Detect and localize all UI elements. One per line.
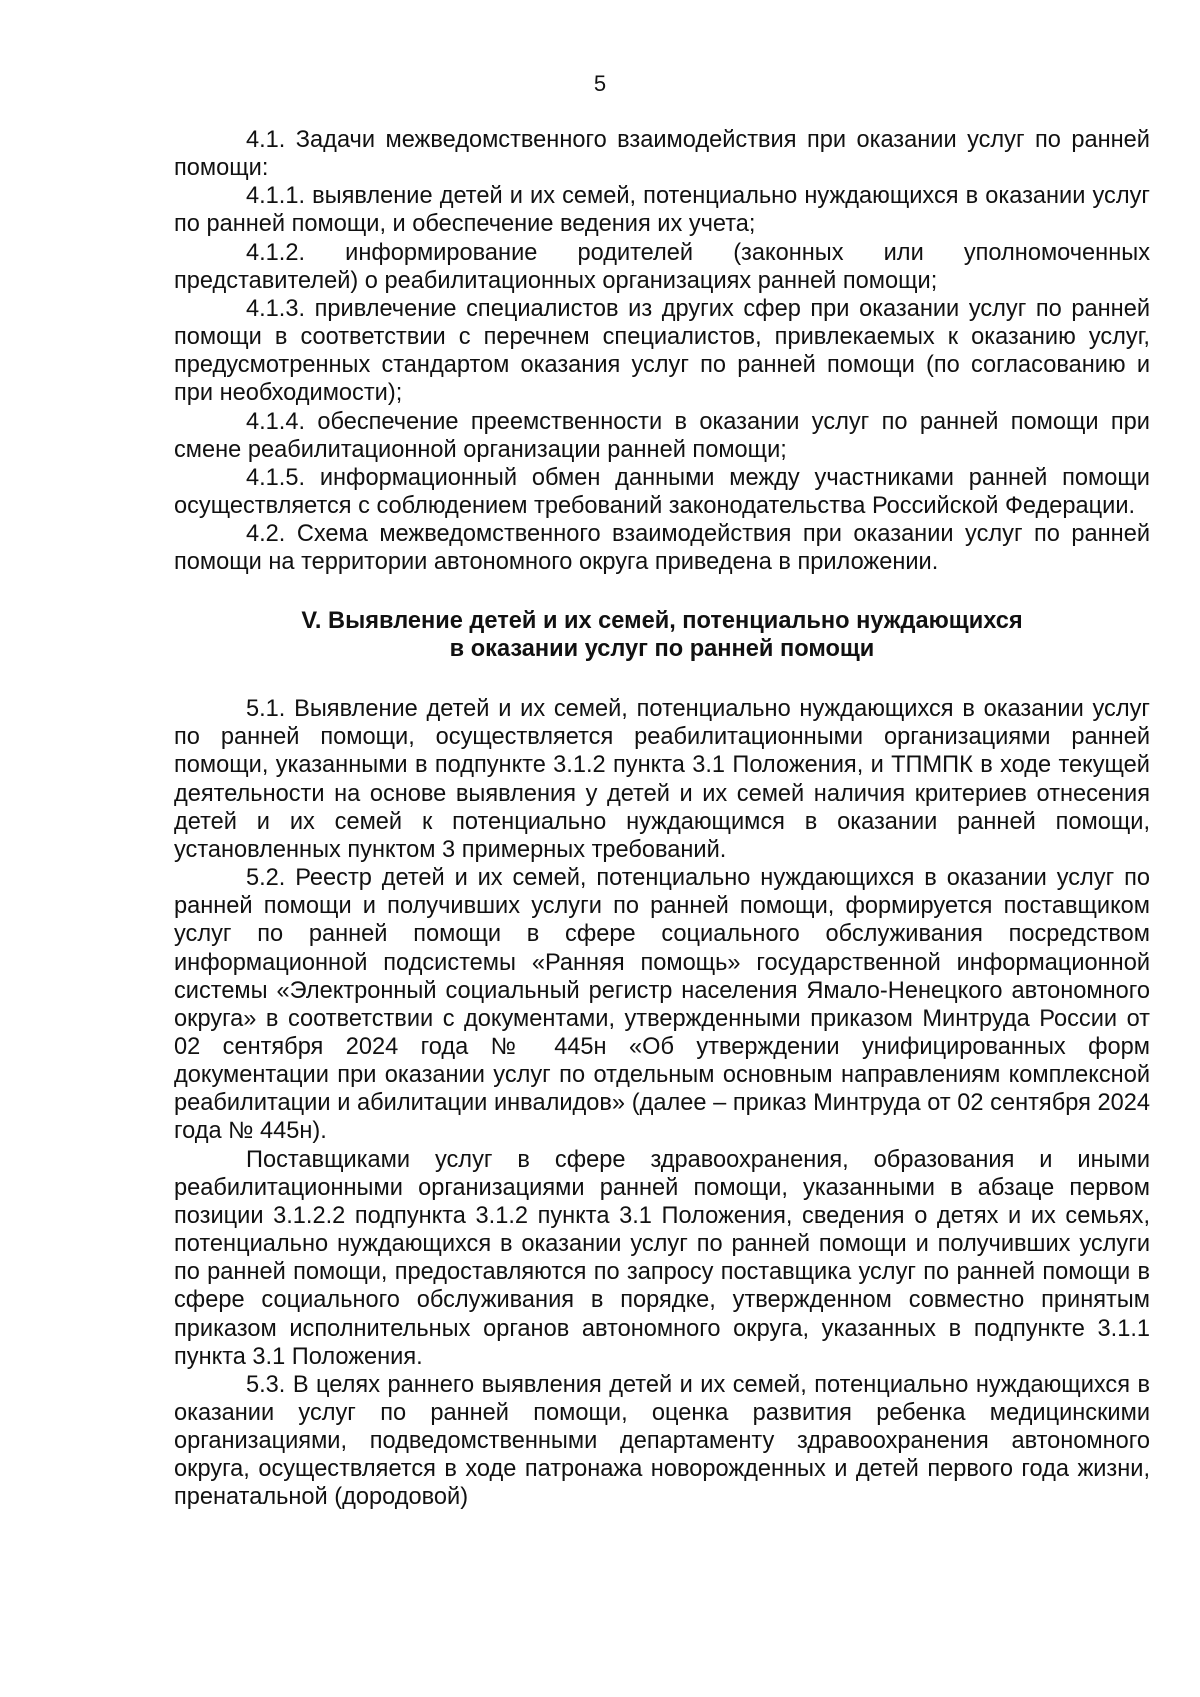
paragraph-5-3: 5.3. В целях раннего выявления детей и их семей, потенциально нуждающихся в оказании услуг по ранней помощи, оценка развития ребенка медицинскими организациями, подведомственными департаменту здравоохранения автономного округа, осуществляется в ходе патронажа новорожденных и детей первого года жизни, пренатальной (дородовой)	[174, 1371, 1150, 1511]
section-5-heading-line-1: V. Выявление детей и их семей, потенциально нуждающихся	[301, 607, 1023, 634]
paragraph-4-1: 4.1. Задачи межведомственного взаимодействия при оказании услуг по ранней помощи:	[174, 127, 1150, 182]
page-number: 5	[593, 71, 607, 96]
spacer	[174, 577, 1150, 607]
paragraph-5-2-suppliers: Поставщиками услуг в сфере здравоохранения, образования и иными реабилитационными организациями ранней помощи, указанными в абзаце первом позиции 3.1.2.2 подпункта 3.1.2 пункта 3.1 Положения, сведения о детях и их семьях, потенциально нуждающихся в оказании услуг по ранней помощи и получивших услуги по ранней помощи, предоставляются по запросу поставщика услуг по ранней помощи в сфере социального обслуживания в порядке, утвержденном совместно принятым приказом исполнительных органов автономного округа, указанных в подпункте 3.1.1 пункта 3.1 Положения.	[174, 1146, 1150, 1370]
paragraph-4-1-5: 4.1.5. информационный обмен данными между участниками ранней помощи осуществляется с соблюдением требований законодательства Российской Федерации.	[174, 464, 1150, 520]
paragraph-5-2: 5.2. Реестр детей и их семей, потенциально нуждающихся в оказании услуг по ранней помощи и получивших услуги по ранней помощи, формируется поставщиком услуг по ранней помощи в сфере социального обслуживания посредством информационной подсистемы «Ранняя помощь» государственной информационной системы «Электронный социальный регистр населения Ямало-Ненецкого автономного округа» в соответствии с документами, утвержденными приказом Минтруда России от 02 сентября 2024 года № 445н «Об утверждении унифицированных форм документации при оказании услуг по отдельным основным направлениям комплексной реабилитации и абилитации инвалидов» (далее – приказ Минтруда от 02 сентября 2024 года № 445н).	[174, 865, 1150, 1145]
paragraph-4-1-3: 4.1.3. привлечение специалистов из других сфер при оказании услуг по ранней помощи в соответствии с перечнем специалистов, привлекаемых к оказанию услуг, предусмотренных стандартом оказания услуг по ранней помощи (по согласованию и при необходимости);	[174, 295, 1150, 407]
paragraph-4-1-2: 4.1.2. информирование родителей (законных или уполномоченных представителей) о реабилитационных организациях ранней помощи;	[174, 239, 1150, 294]
section-5-heading-line-2: в оказании услуг по ранней помощи	[449, 635, 875, 662]
paragraph-4-2: 4.2. Схема межведомственного взаимодействия при оказании услуг по ранней помощи на территории автономного округа приведена в приложении.	[174, 521, 1150, 576]
paragraph-5-1: 5.1. Выявление детей и их семей, потенциально нуждающихся в оказании услуг по ранней помощи, осуществляется реабилитационными организациями ранней помощи, указанными в подпункте 3.1.2 пункта 3.1 Положения, и ТПМПК в ходе текущей деятельности на основе выявления у детей и их семей наличия критериев отнесения детей и их семей к потенциально нуждающимся в оказании ранней помощи, установленных пунктом 3 примерных требований.	[174, 696, 1150, 863]
paragraph-4-1-4: 4.1.4. обеспечение преемственности в оказании услуг по ранней помощи при смене реабилитационной организации ранней помощи;	[174, 408, 1150, 463]
spacer	[174, 663, 1150, 695]
paragraph-4-1-1: 4.1.1. выявление детей и их семей, потенциально нуждающихся в оказании услуг по ранней помощи, и обеспечение ведения их учета;	[174, 183, 1150, 238]
document-body	[174, 126, 1150, 1512]
section-5-heading	[174, 607, 1150, 664]
